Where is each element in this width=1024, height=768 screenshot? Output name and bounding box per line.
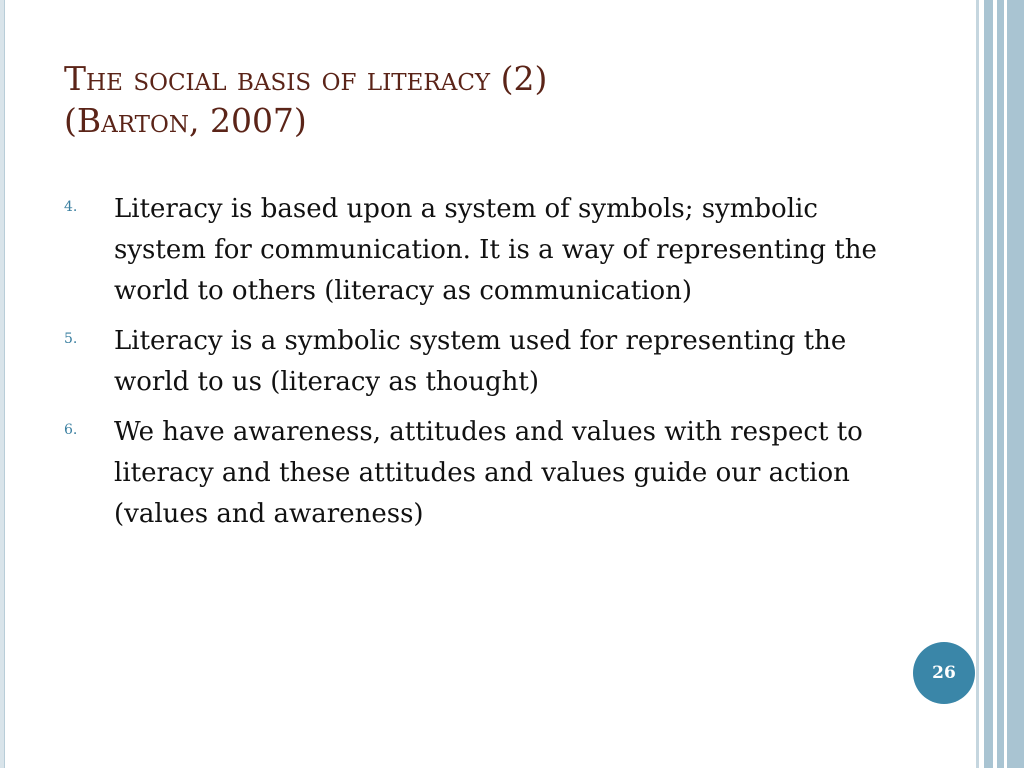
right-stripe	[1007, 0, 1024, 768]
list-item-text: We have awareness, attitudes and values with respect to literacy and these attitudes and values guide our action (values and awareness)	[114, 417, 863, 529]
right-stripe	[984, 0, 993, 768]
right-stripe	[997, 0, 1004, 768]
page-number: 26	[932, 663, 956, 683]
slide-title-line1: The social basis of literacy (2)	[64, 59, 548, 98]
list-item-number: 6.	[64, 422, 78, 438]
slide-title-line2: (Barton, 2007)	[64, 101, 307, 140]
page-number-badge	[913, 642, 975, 704]
list-item-number: 4.	[64, 199, 78, 215]
list-item	[64, 321, 884, 403]
list-item-text: Literacy is a symbolic system used for representing the world to us (literacy as thought)	[114, 326, 847, 397]
list-item	[64, 412, 884, 535]
list-item-text: Literacy is based upon a system of symbols; symbolic system for communication. It is a way of representing the world to others (literacy as communication)	[114, 194, 877, 306]
left-border	[0, 0, 5, 768]
list-item-number: 5.	[64, 331, 78, 347]
slide-title	[64, 58, 944, 142]
list-item	[64, 189, 884, 312]
numbered-list	[64, 189, 884, 544]
